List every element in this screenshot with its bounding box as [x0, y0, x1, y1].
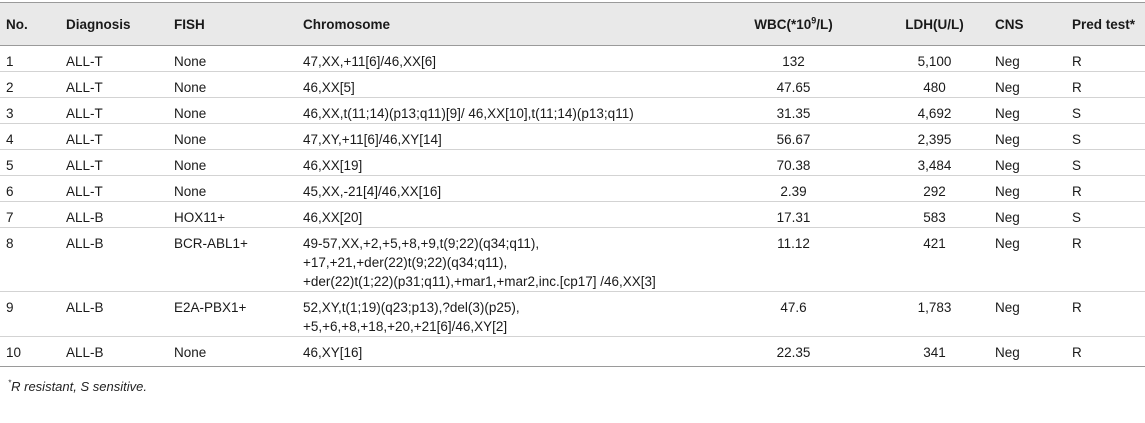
- cell-diagnosis: ALL-B: [60, 337, 168, 367]
- header-chromosome: Chromosome: [297, 3, 707, 46]
- cell-no: 3: [0, 98, 60, 124]
- table-row: [0, 150, 1145, 176]
- cell-ldh: 421: [880, 228, 989, 292]
- footnote-text: R resistant, S sensitive.: [11, 379, 147, 394]
- table-row: [0, 176, 1145, 202]
- cell-chromosome: [297, 337, 707, 367]
- cell-diagnosis: ALL-T: [60, 98, 168, 124]
- cell-diagnosis: ALL-B: [60, 228, 168, 292]
- cell-pred-test: S: [1066, 98, 1145, 124]
- cell-cns: Neg: [989, 98, 1066, 124]
- cell-ldh: 2,395: [880, 124, 989, 150]
- table-row: [0, 292, 1145, 337]
- chromosome-line: 46,XX[20]: [303, 210, 363, 225]
- cell-cns: Neg: [989, 176, 1066, 202]
- cell-chromosome: [297, 72, 707, 98]
- cell-wbc: 47.6: [707, 292, 880, 337]
- table-row: [0, 337, 1145, 367]
- header-wbc: [707, 3, 880, 46]
- cell-wbc: 47.65: [707, 72, 880, 98]
- patient-table: [0, 2, 1145, 367]
- cell-cns: Neg: [989, 124, 1066, 150]
- cell-diagnosis: ALL-T: [60, 46, 168, 72]
- cell-fish: None: [168, 150, 297, 176]
- cell-pred-test: S: [1066, 150, 1145, 176]
- cell-cns: Neg: [989, 46, 1066, 72]
- chromosome-line: 47,XY,+11[6]/46,XY[14]: [303, 132, 442, 147]
- chromosome-line: 46,XX[5]: [303, 80, 355, 95]
- chromosome-line: +der(22)t(1;22)(p31;q11),+mar1,+mar2,inc.[cp17] /46,XX[3]: [303, 274, 656, 289]
- header-no: No.: [0, 3, 60, 46]
- cell-pred-test: R: [1066, 337, 1145, 367]
- cell-fish: None: [168, 72, 297, 98]
- cell-cns: Neg: [989, 337, 1066, 367]
- chromosome-line: 45,XX,-21[4]/46,XX[16]: [303, 184, 442, 199]
- header-wbc-prefix: WBC(*10: [754, 16, 812, 32]
- cell-no: 4: [0, 124, 60, 150]
- table-row: [0, 124, 1145, 150]
- header-diagnosis: Diagnosis: [60, 3, 168, 46]
- cell-no: 6: [0, 176, 60, 202]
- cell-cns: Neg: [989, 150, 1066, 176]
- cell-ldh: 341: [880, 337, 989, 367]
- header-row: [0, 3, 1145, 46]
- table-container: [0, 2, 1145, 394]
- cell-fish: None: [168, 176, 297, 202]
- chromosome-line: 47,XX,+11[6]/46,XX[6]: [303, 54, 436, 69]
- cell-cns: Neg: [989, 292, 1066, 337]
- cell-fish: HOX11+: [168, 202, 297, 228]
- chromosome-line: 46,XX[19]: [303, 158, 363, 173]
- cell-ldh: 5,100: [880, 46, 989, 72]
- cell-ldh: 3,484: [880, 150, 989, 176]
- cell-diagnosis: ALL-T: [60, 150, 168, 176]
- cell-chromosome: [297, 292, 707, 337]
- cell-chromosome: [297, 228, 707, 292]
- cell-no: 9: [0, 292, 60, 337]
- chromosome-line: 49-57,XX,+2,+5,+8,+9,t(9;22)(q34;q11),: [303, 236, 540, 251]
- table-header: [0, 3, 1145, 46]
- footnote: [8, 379, 1145, 394]
- table-row: [0, 202, 1145, 228]
- cell-wbc: 11.12: [707, 228, 880, 292]
- table-row: [0, 98, 1145, 124]
- chromosome-line: +17,+21,+der(22)t(9;22)(q34;q11),: [303, 255, 508, 270]
- header-cns: CNS: [989, 3, 1066, 46]
- header-pred-test: Pred test*: [1066, 3, 1145, 46]
- cell-ldh: 480: [880, 72, 989, 98]
- cell-chromosome: [297, 202, 707, 228]
- cell-wbc: 17.31: [707, 202, 880, 228]
- cell-ldh: 583: [880, 202, 989, 228]
- cell-fish: None: [168, 337, 297, 367]
- cell-chromosome: [297, 176, 707, 202]
- cell-chromosome: [297, 150, 707, 176]
- cell-chromosome: [297, 124, 707, 150]
- chromosome-line: 52,XY,t(1;19)(q23;p13),?del(3)(p25),: [303, 300, 520, 315]
- cell-diagnosis: ALL-T: [60, 72, 168, 98]
- cell-ldh: 292: [880, 176, 989, 202]
- cell-pred-test: R: [1066, 292, 1145, 337]
- cell-wbc: 22.35: [707, 337, 880, 367]
- table-body: [0, 46, 1145, 367]
- cell-fish: None: [168, 124, 297, 150]
- cell-pred-test: S: [1066, 124, 1145, 150]
- chromosome-line: 46,XY[16]: [303, 345, 363, 360]
- cell-wbc: 31.35: [707, 98, 880, 124]
- header-wbc-suffix: /L): [816, 16, 833, 32]
- cell-diagnosis: ALL-B: [60, 202, 168, 228]
- table-row: [0, 46, 1145, 72]
- cell-cns: Neg: [989, 202, 1066, 228]
- cell-pred-test: S: [1066, 202, 1145, 228]
- cell-cns: Neg: [989, 228, 1066, 292]
- cell-diagnosis: ALL-T: [60, 176, 168, 202]
- cell-wbc: 70.38: [707, 150, 880, 176]
- cell-pred-test: R: [1066, 72, 1145, 98]
- cell-ldh: 1,783: [880, 292, 989, 337]
- chromosome-line: +5,+6,+8,+18,+20,+21[6]/46,XY[2]: [303, 319, 508, 334]
- cell-no: 1: [0, 46, 60, 72]
- cell-wbc: 132: [707, 46, 880, 72]
- chromosome-line: 46,XX,t(11;14)(p13;q11)[9]/ 46,XX[10],t(11;14)(p13;q11): [303, 106, 634, 121]
- cell-no: 5: [0, 150, 60, 176]
- footnote-marker: *: [8, 378, 12, 388]
- cell-pred-test: R: [1066, 46, 1145, 72]
- cell-fish: None: [168, 46, 297, 72]
- header-wbc-sup: 9: [811, 15, 817, 25]
- cell-diagnosis: ALL-T: [60, 124, 168, 150]
- header-fish: FISH: [168, 3, 297, 46]
- cell-fish: E2A-PBX1+: [168, 292, 297, 337]
- cell-fish: BCR-ABL1+: [168, 228, 297, 292]
- cell-no: 10: [0, 337, 60, 367]
- header-ldh: LDH(U/L): [880, 3, 989, 46]
- cell-wbc: 56.67: [707, 124, 880, 150]
- cell-diagnosis: ALL-B: [60, 292, 168, 337]
- cell-chromosome: [297, 46, 707, 72]
- cell-cns: Neg: [989, 72, 1066, 98]
- cell-pred-test: R: [1066, 228, 1145, 292]
- cell-fish: None: [168, 98, 297, 124]
- cell-pred-test: R: [1066, 176, 1145, 202]
- cell-no: 2: [0, 72, 60, 98]
- cell-wbc: 2.39: [707, 176, 880, 202]
- cell-chromosome: [297, 98, 707, 124]
- cell-no: 7: [0, 202, 60, 228]
- table-row: [0, 228, 1145, 292]
- cell-no: 8: [0, 228, 60, 292]
- table-row: [0, 72, 1145, 98]
- cell-ldh: 4,692: [880, 98, 989, 124]
